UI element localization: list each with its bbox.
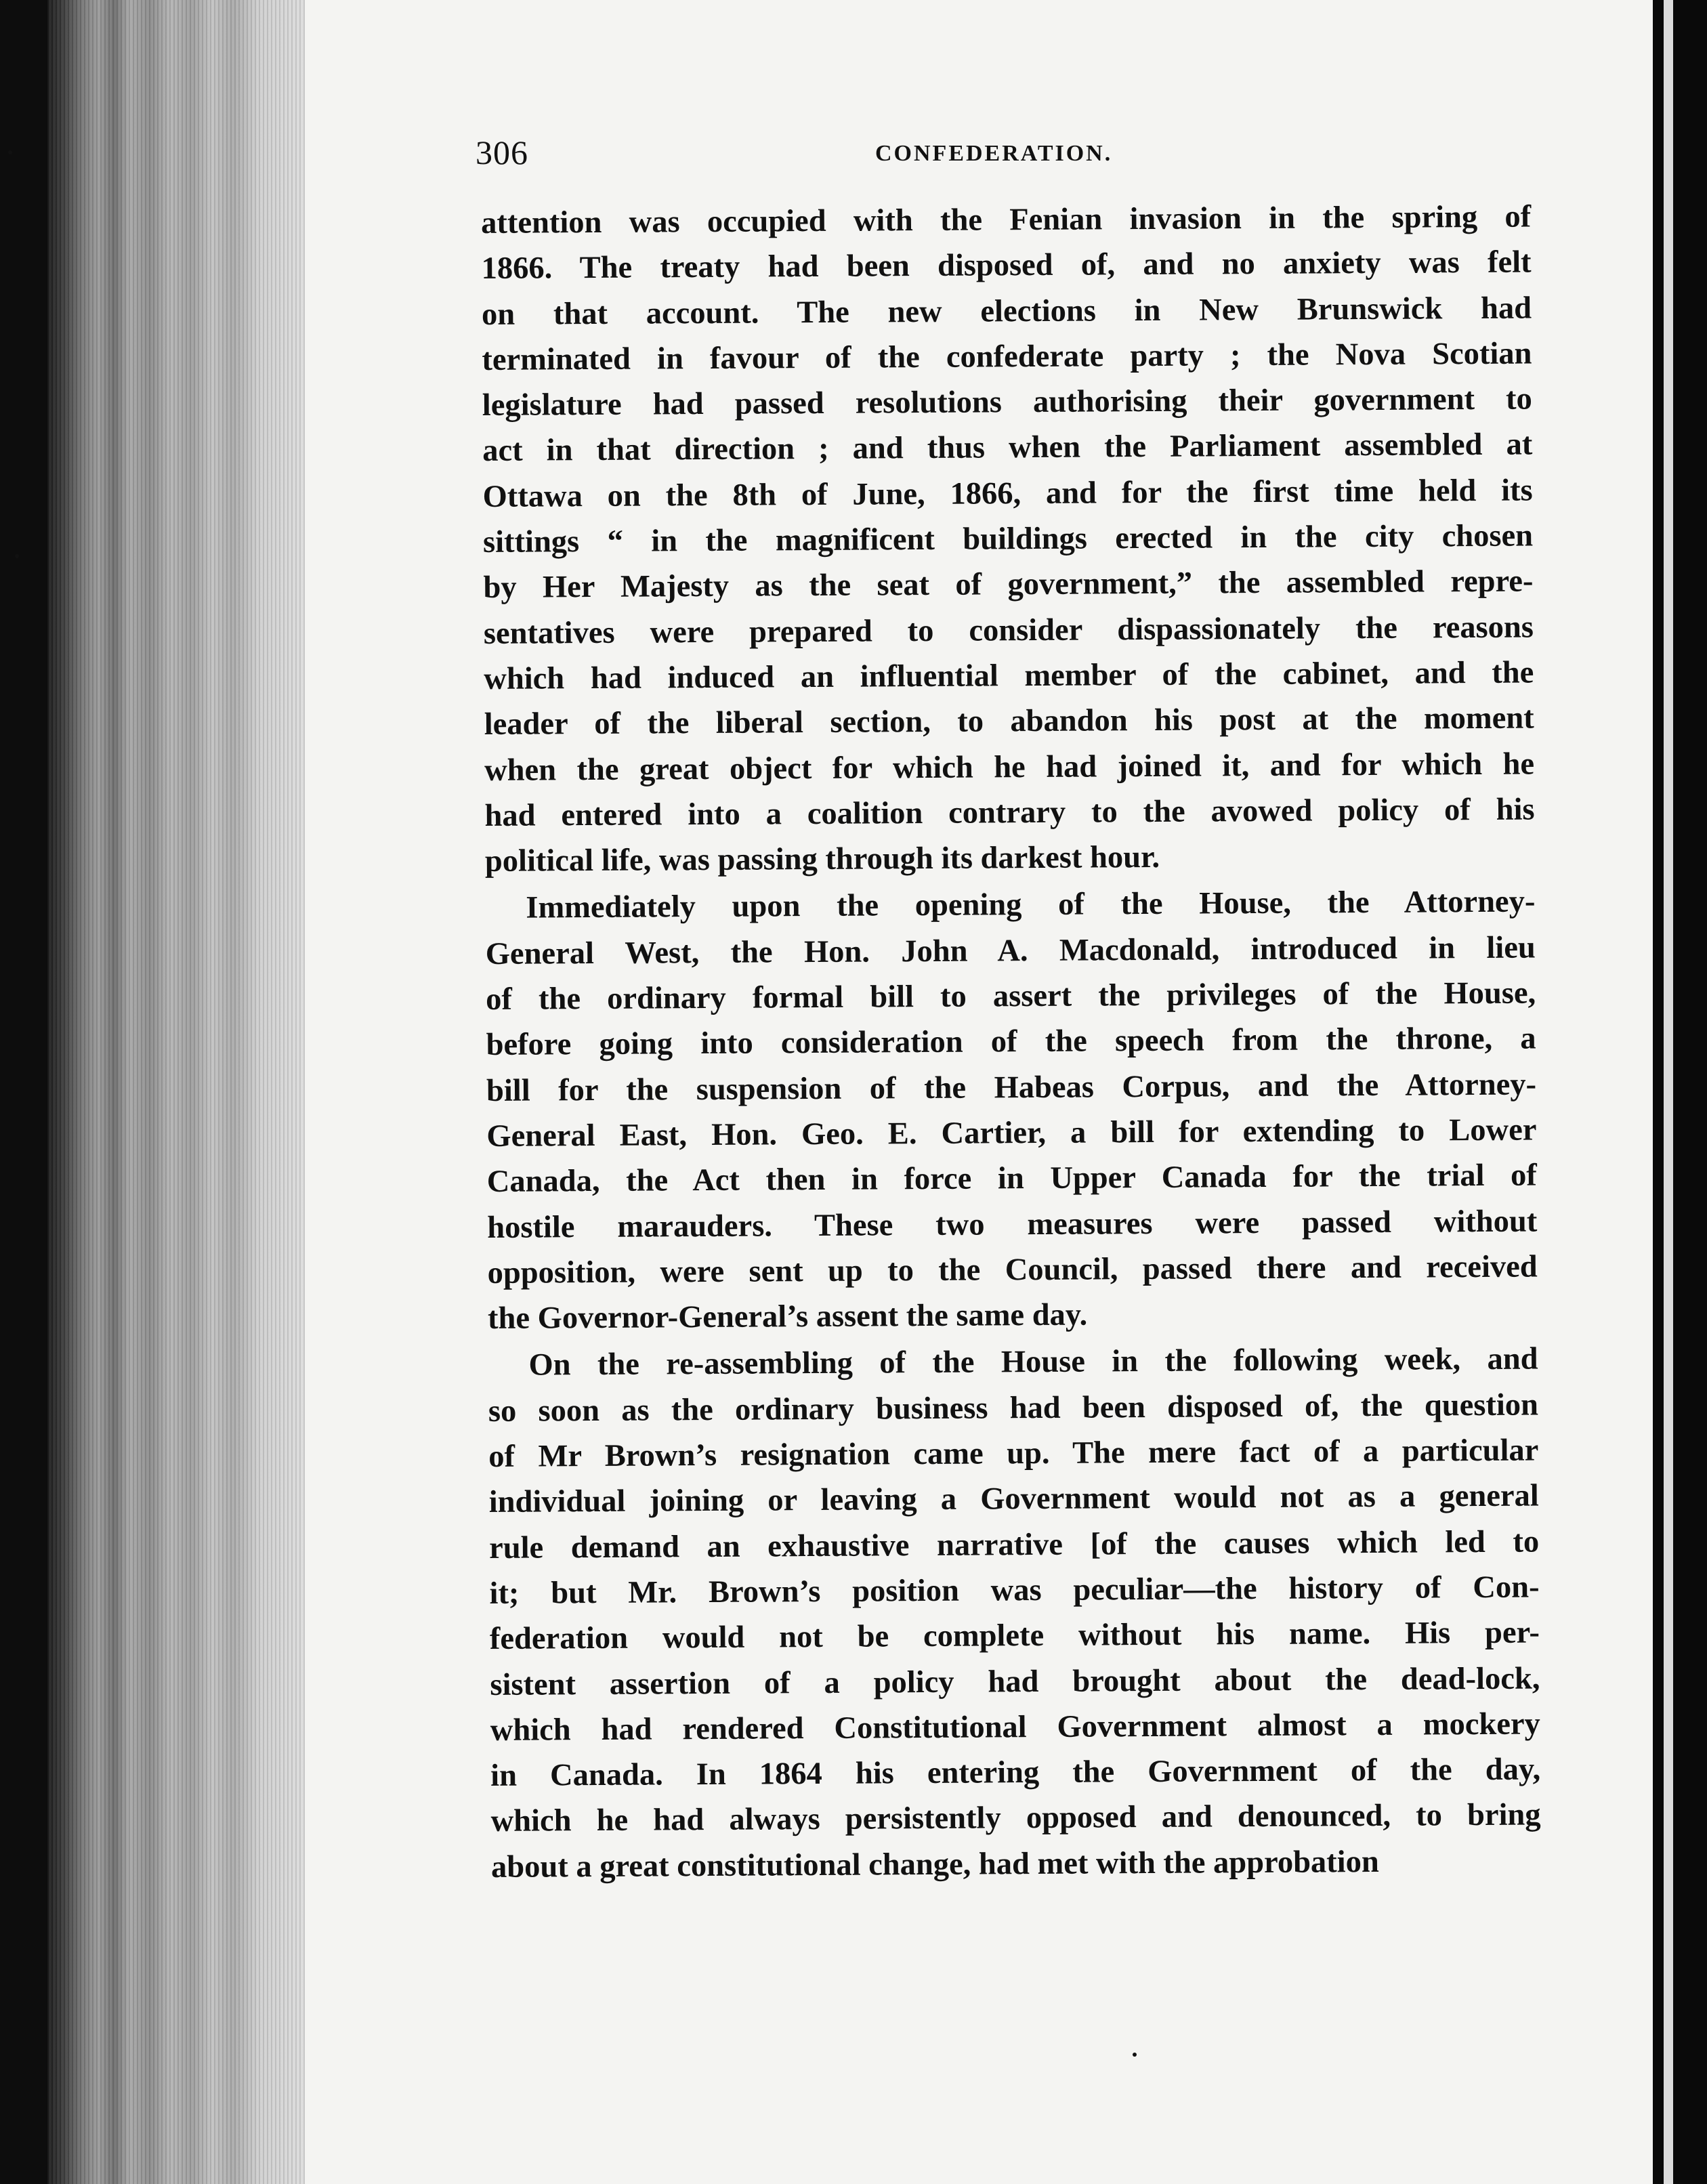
text-line: General East, Hon. Geo. E. Cartier, a bill for extending to Lower bbox=[486, 1112, 1537, 1154]
text-line: federation would not be complete without his name. His per- bbox=[489, 1615, 1540, 1657]
text-line: when the great object for which he had joined it, and for which he bbox=[484, 747, 1535, 788]
page-stack-edge bbox=[47, 0, 305, 2184]
paragraph bbox=[488, 1337, 1541, 1890]
text-line: of the ordinary formal bill to assert the privileges of the House, bbox=[486, 975, 1536, 1017]
page-header bbox=[476, 133, 1532, 187]
text-line: act in that direction ; and thus when the Parliament assembled at bbox=[482, 427, 1533, 469]
text-line: legislature had passed resolutions authorising their government to bbox=[482, 381, 1532, 423]
text-line: it; but Mr. Brown’s position was peculiar—the history of Con- bbox=[489, 1570, 1540, 1611]
paragraph bbox=[485, 879, 1538, 1341]
text-line: attention was occupied with the Fenian invasion in the spring of bbox=[481, 199, 1532, 240]
text-line: of Mr Brown’s resignation came up. The mere fact of a particular bbox=[488, 1433, 1539, 1474]
text-line: individual joining or leaving a Government would not as a general bbox=[488, 1478, 1539, 1520]
text-line: General West, the Hon. John A. Macdonald, introduced in lieu bbox=[485, 930, 1536, 971]
text-line: Ottawa on the 8th of June, 1866, and for the first time held its bbox=[482, 473, 1533, 514]
text-line: On the re-assembling of the House in the following week, and bbox=[528, 1341, 1538, 1383]
right-dark-margin bbox=[1653, 0, 1707, 2184]
paragraph bbox=[481, 194, 1535, 885]
text-line: in Canada. In 1864 his entering the Government of the day, bbox=[490, 1752, 1541, 1794]
text-line: terminated in favour of the confederate party ; the Nova Scotian bbox=[482, 336, 1532, 377]
text-line: sittings “ in the magnificent buildings erected in the city chosen bbox=[482, 518, 1534, 560]
text-line: which he had always persistently opposed and denounced, to bring bbox=[490, 1797, 1541, 1839]
text-line: so soon as the ordinary business had been disposed of, the question bbox=[488, 1387, 1539, 1429]
text-line: sistent assertion of a policy had brought about the dead-lock, bbox=[490, 1660, 1540, 1702]
text-line: which had induced an influential member of the cabinet, and the bbox=[484, 655, 1534, 696]
text-line: leader of the liberal section, to abandon his post at the moment bbox=[484, 700, 1534, 742]
text-line: sentatives were prepared to consider dispassionately the reasons bbox=[483, 610, 1534, 651]
text-line: which had rendered Constitutional Government almost a mockery bbox=[490, 1706, 1540, 1748]
text-line: hostile marauders. These two measures were passed without bbox=[487, 1204, 1538, 1245]
text-line: Immediately upon the opening of the House, the Attorney- bbox=[526, 884, 1536, 926]
text-line: by Her Majesty as the seat of government,” the assembled repre- bbox=[483, 564, 1534, 606]
scan-speck bbox=[8, 150, 12, 154]
running-head: CONFEDERATION. bbox=[875, 141, 1113, 166]
next-page-edge bbox=[1664, 0, 1673, 2184]
text-line: opposition, were sent up to the Council, passed there and received bbox=[487, 1249, 1538, 1290]
page-number: 306 bbox=[476, 133, 528, 171]
text-line: political life, was passing through its darkest hour. bbox=[484, 840, 1160, 879]
text-line: about a great constitutional change, had met with the approbation bbox=[490, 1844, 1379, 1885]
scan-speck bbox=[15, 554, 19, 558]
text-line: the Governor-General’s assent the same day. bbox=[487, 1297, 1088, 1337]
text-line: Canada, the Act then in force in Upper Canada for the trial of bbox=[486, 1158, 1537, 1200]
body-text bbox=[481, 194, 1541, 1890]
text-line: had entered into a coalition contrary to the avowed policy of his bbox=[484, 792, 1535, 833]
text-line: bill for the suspension of the Habeas Corpus, and the Attorney- bbox=[486, 1067, 1537, 1108]
scan-speck bbox=[1133, 2053, 1137, 2057]
text-line: 1866. The treaty had been disposed of, and no anxiety was felt bbox=[481, 245, 1532, 287]
text-line: on that account. The new elections in New Brunswick had bbox=[481, 291, 1532, 332]
text-line: before going into consideration of the speech from the throne, a bbox=[486, 1021, 1536, 1063]
text-line: rule demand an exhaustive narrative [of the causes which led to bbox=[488, 1524, 1540, 1566]
